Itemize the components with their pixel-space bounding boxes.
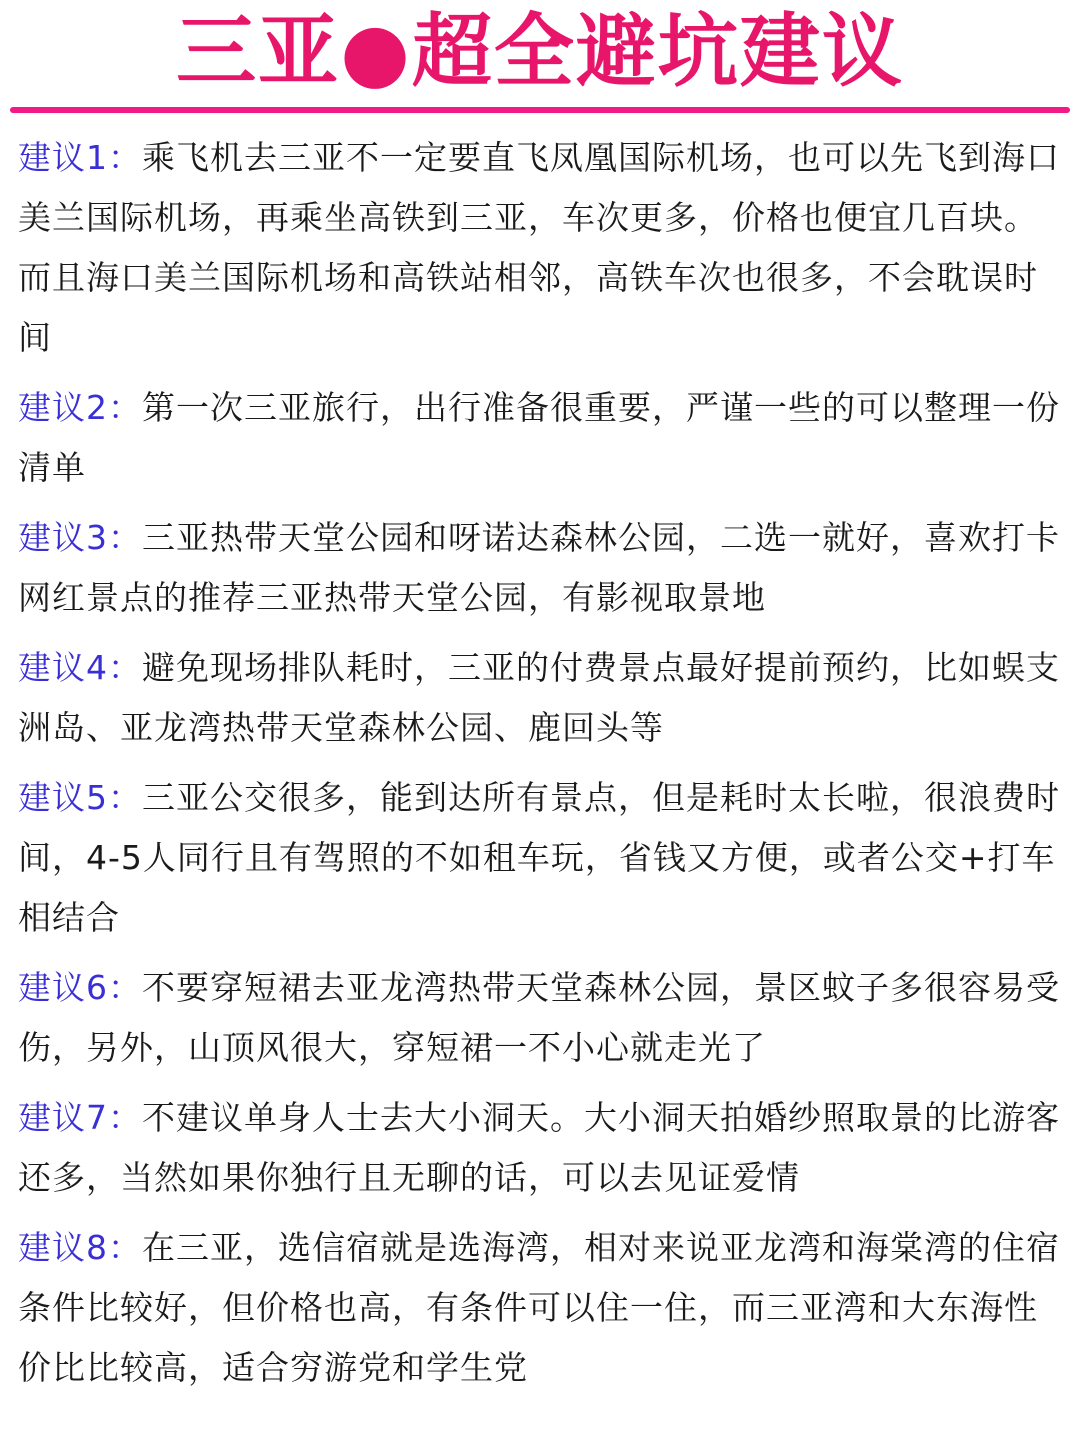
tip-3 (18, 508, 1064, 628)
title-divider (10, 107, 1070, 113)
tip-label: 建议4： (18, 648, 142, 687)
tip-label: 建议8： (18, 1228, 142, 1267)
tips-list (18, 128, 1064, 1408)
tip-label: 建议6： (18, 968, 142, 1007)
tip-label: 建议2： (18, 388, 142, 427)
tip-6 (18, 958, 1064, 1078)
tip-text: 三亚热带天堂公园和呀诺达森林公园，二选一就好，喜欢打卡网红景点的推荐三亚热带天堂公园，有影视取景地 (18, 518, 1060, 617)
tip-8 (18, 1218, 1064, 1398)
tip-label: 建议3： (18, 518, 142, 557)
tip-1 (18, 128, 1064, 368)
page-title: 三亚●超全避坑建议 (176, 5, 904, 98)
tip-5 (18, 768, 1064, 948)
tip-text: 第一次三亚旅行，出行准备很重要，严谨一些的可以整理一份清单 (18, 388, 1060, 487)
tip-text: 不要穿短裙去亚龙湾热带天堂森林公园，景区蚊子多很容易受伤，另外，山顶风很大，穿短裙一不小心就走光了 (18, 968, 1060, 1067)
tip-text: 乘飞机去三亚不一定要直飞凤凰国际机场，也可以先飞到海口美兰国际机场，再乘坐高铁到三亚，车次更多，价格也便宜几百块。而且海口美兰国际机场和高铁站相邻，高铁车次也很多，不会耽误时间 (18, 138, 1060, 357)
tip-label: 建议1： (18, 138, 142, 177)
tip-text: 不建议单身人士去大小洞天。大小洞天拍婚纱照取景的比游客还多，当然如果你独行且无聊的话，可以去见证爱情 (18, 1098, 1060, 1197)
tip-2 (18, 378, 1064, 498)
tip-label: 建议5： (18, 778, 142, 817)
tip-text: 三亚公交很多，能到达所有景点，但是耗时太长啦，很浪费时间，4-5人同行且有驾照的不如租车玩，省钱又方便，或者公交+打车相结合 (18, 778, 1060, 937)
tip-text: 在三亚，选信宿就是选海湾，相对来说亚龙湾和海棠湾的住宿条件比较好，但价格也高，有条件可以住一住，而三亚湾和大东海性价比比较高，适合穷游党和学生党 (18, 1228, 1060, 1387)
tip-text: 避免现场排队耗时，三亚的付费景点最好提前预约，比如蜈支洲岛、亚龙湾热带天堂森林公园、鹿回头等 (18, 648, 1060, 747)
tip-label: 建议7： (18, 1098, 142, 1137)
tip-4 (18, 638, 1064, 758)
tip-7 (18, 1088, 1064, 1208)
